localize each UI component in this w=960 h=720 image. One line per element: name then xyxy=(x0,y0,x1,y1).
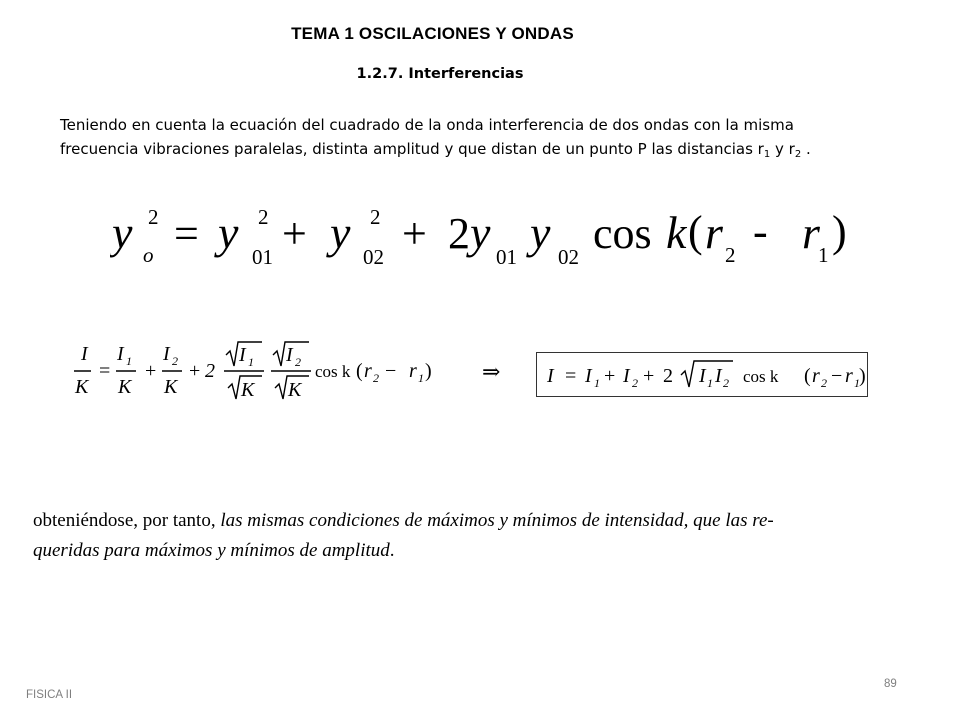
eq1-y01: y xyxy=(218,207,239,258)
eq3-sub-2: 2 xyxy=(632,376,638,390)
eq3-equals: = xyxy=(565,365,577,387)
equation-intensity-fractions xyxy=(74,338,474,408)
eq2-minus: − xyxy=(385,360,397,382)
intro-text-2: y r xyxy=(770,140,795,158)
section-subtitle: 1.2.7. Interferencias xyxy=(356,66,524,82)
implies-arrow: ⇒ xyxy=(482,360,501,385)
intro-sub-2: 2 xyxy=(794,149,802,160)
eq2-sqrtI2: I xyxy=(286,344,293,366)
eq1-y02b: y xyxy=(530,207,551,258)
eq1-sub-2: 2 xyxy=(725,243,736,267)
footer-course: FISICA II xyxy=(26,689,73,701)
eq1-plus-1: + xyxy=(282,209,307,258)
eq1-rparen: ) xyxy=(832,207,847,256)
eq3-r-sub-2: 2 xyxy=(821,376,827,390)
eq2-sub-1: 1 xyxy=(126,354,132,368)
conclusion-paragraph xyxy=(33,506,913,566)
eq1-sub-01b: 01 xyxy=(496,245,517,269)
eq1-coef-2: 2 xyxy=(448,209,470,258)
eq1-y0: y xyxy=(112,207,133,258)
eq2-r-sub-1: 1 xyxy=(418,371,424,385)
eq2-K2: K xyxy=(164,376,178,398)
eq2-cos-k: cos k xyxy=(315,362,351,381)
eq3-r1: r xyxy=(845,365,853,387)
eq2-r1: r xyxy=(409,360,417,382)
eq3-I1: I xyxy=(585,365,592,387)
conclusion-italic-1: las mismas condiciones de máximos y mínimos de intensidad, que las re- xyxy=(220,510,774,531)
eq1-sub-1: 1 xyxy=(818,243,829,267)
eq3-sqrtI2: I xyxy=(715,365,722,387)
eq2-I1: I xyxy=(117,343,124,365)
eq1-sub-02: 02 xyxy=(363,245,384,269)
eq2-plus-2: + xyxy=(189,360,201,382)
eq2-sqrt-sub-1: 1 xyxy=(248,355,254,369)
eq3-r-sub-1: 1 xyxy=(854,376,860,390)
intro-paragraph xyxy=(60,113,860,161)
eq3-sqrt-sub-2: 2 xyxy=(723,376,729,390)
eq3-cos-k: cos k xyxy=(743,367,779,386)
intro-text-1: Teniendo en cuenta la ecuación del cuadrado de la onda interferencia de dos ondas con la misma frecuencia vibraciones paralelas, distinta amplitud y que distan de un punto P las distancias r xyxy=(60,116,794,158)
eq2-K: K xyxy=(75,376,89,398)
eq2-I: I xyxy=(81,343,88,365)
eq3-sub-1: 1 xyxy=(594,376,600,390)
eq1-y02: y xyxy=(330,207,351,258)
eq1-lparen: ( xyxy=(688,207,703,256)
eq1-minus: - xyxy=(753,207,768,256)
eq2-K1: K xyxy=(118,376,132,398)
eq2-I2: I xyxy=(163,343,170,365)
eq1-cos: cos xyxy=(593,209,652,258)
eq2-sqrtI1: I xyxy=(239,344,246,366)
intro-text-3: . xyxy=(801,140,811,158)
eq2-sqrtK1: K xyxy=(241,379,255,401)
eq3-I2: I xyxy=(623,365,630,387)
eq2-r2: r xyxy=(364,360,372,382)
eq3-plus-2: + xyxy=(643,365,655,387)
conclusion-normal: obteniéndose, por tanto, xyxy=(33,510,221,531)
eq1-plus-2: + xyxy=(402,209,427,258)
eq2-r-sub-2: 2 xyxy=(373,371,379,385)
eq1-exp-02: 2 xyxy=(370,205,381,229)
equation-result xyxy=(537,353,867,396)
eq1-r1: r xyxy=(802,207,820,258)
eq3-sqrtI1: I xyxy=(699,365,706,387)
equation-amplitude-squared xyxy=(110,200,850,270)
eq1-sub-01: 01 xyxy=(252,245,273,269)
eq3-lparen: ( xyxy=(804,365,811,387)
eq1-sub-o: o xyxy=(143,243,154,267)
eq2-rparen: ) xyxy=(425,360,432,382)
eq3-sqrt-sub-1: 1 xyxy=(707,376,713,390)
intro-sub-1: 1 xyxy=(763,149,771,160)
eq1-r2: r xyxy=(705,207,723,258)
eq3-minus: − xyxy=(831,365,843,387)
eq3-coef-2: 2 xyxy=(663,365,673,387)
eq3-rparen: ) xyxy=(859,365,866,387)
eq2-sqrt-sub-2: 2 xyxy=(295,355,301,369)
eq3-I: I xyxy=(547,365,554,387)
eq3-plus-1: + xyxy=(604,365,616,387)
eq1-y01b: y xyxy=(470,207,491,258)
eq2-equals: = xyxy=(99,360,111,382)
eq1-exp-0: 2 xyxy=(148,205,159,229)
eq2-sqrtK2: K xyxy=(288,379,302,401)
eq1-equals: = xyxy=(174,209,199,258)
eq2-coef-2: 2 xyxy=(205,360,215,382)
eq1-k: k xyxy=(666,207,687,258)
conclusion-end: . xyxy=(389,540,395,561)
eq3-r2: r xyxy=(812,365,820,387)
conclusion-italic-2: queridas para máximos y mínimos de amplitud xyxy=(33,540,390,561)
result-box xyxy=(536,352,868,397)
page-number: 89 xyxy=(884,678,897,690)
eq1-sub-02b: 02 xyxy=(558,245,579,269)
eq2-sub-2: 2 xyxy=(172,354,178,368)
eq2-lparen: ( xyxy=(356,360,363,382)
eq2-plus-1: + xyxy=(145,360,157,382)
slide-title: TEMA 1 OSCILACIONES Y ONDAS xyxy=(291,24,574,43)
eq1-exp-01: 2 xyxy=(258,205,269,229)
